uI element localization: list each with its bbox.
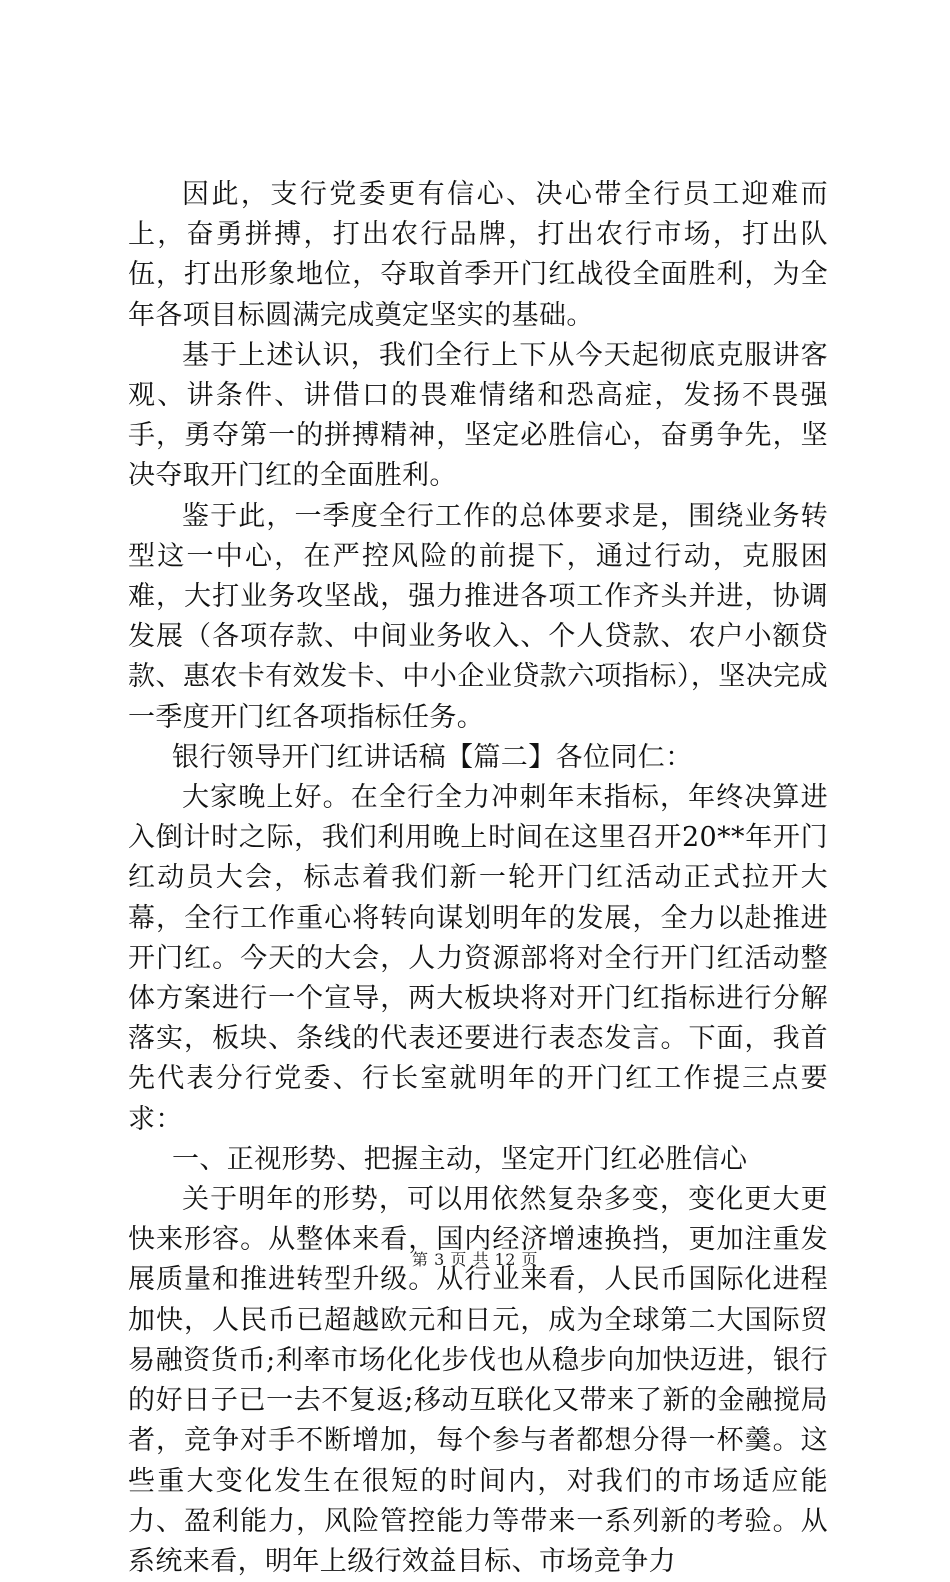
paragraph-5: 关于明年的形势，可以用依然复杂多变，变化更大更快来形容。从整体来看，国内经济增速换挡，更加注重发展质量和推进转型升级。从行业来看，人民币国际化进程加快，人民币已超越欧元和日元，成为全球第二大国际贸易融资货币;利率市场化化步伐也从稳步向加快迈进，银行的好日子已一去不复返;移动互联化又带来了新的金融搅局者，竞争对手不断增加，每个参与者都想分得一杯羹。这些重大变化发生在很短的时间内，对我们的市场适应能力、盈利能力，风险管控能力等带来一系列新的考验。从系统来看，明年上级行效益目标、市场竞争力 xyxy=(128,1184,828,1577)
paragraph-2: 基于上述认识，我们全行上下从今天起彻底克服讲客观、讲条件、讲借口的畏难情绪和恐高症，发扬不畏强手，勇夺第一的拼搏精神，坚定必胜信心，奋勇争先，坚决夺取开门红的全面胜利。 xyxy=(128,339,828,492)
section-heading-part-two: 银行领导开门红讲话稿【篇二】各位同仁： xyxy=(172,741,693,773)
section-heading-one: 一、正视形势、把握主动，坚定开门红必胜信心 xyxy=(172,1143,748,1175)
paragraph-1: 因此，支行党委更有信心、决心带全行员工迎难而上，奋勇拼搏，打出农行品牌，打出农行市场，打出队伍，打出形象地位，夺取首季开门红战役全面胜利，为全年各项目标圆满完成奠定坚实的基础。 xyxy=(128,179,828,331)
paragraph-4: 大家晚上好。在全行全力冲刺年末指标，年终决算进入倒计时之际，我们利用晚上时间在这里召开20**年开门红动员大会，标志着我们新一轮开门红活动正式拉开大幕，全行工作重心将转向谋划明年的发展，全力以赴推进开门红。今天的大会，人力资源部将对全行开门红活动整体方案进行一个宣导，两大板块将对开门红指标进行分解落实，板块、条线的代表还要进行表态发言。下面，我首先代表分行党委、行长室就明年的开门红工作提三点要求： xyxy=(128,782,828,1135)
page-number-footer: 第 3 页 共 12 页 xyxy=(412,1250,538,1269)
paragraph-3: 鉴于此，一季度全行工作的总体要求是，围绕业务转型这一中心，在严控风险的前提下，通过行动，克服困难，大打业务攻坚战，强力推进各项工作齐头并进，协调发展（各项存款、中间业务收入、个人贷款、农户小额贷款、惠农卡有效发卡、中小企业贷款六项指标），坚决完成一季度开门红各项指标任务。 xyxy=(128,500,828,733)
document-body xyxy=(128,175,828,1582)
